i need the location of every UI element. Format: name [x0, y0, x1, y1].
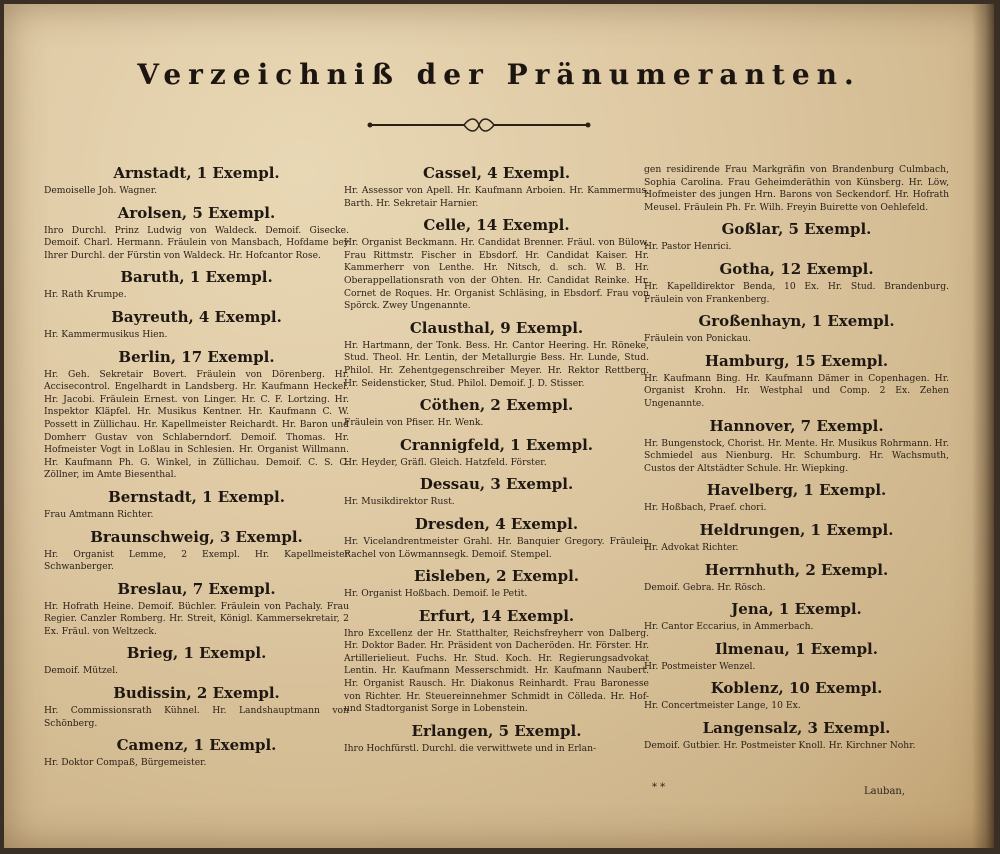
- subscriber-entry: [644, 481, 949, 515]
- subscriber-entry: [344, 607, 649, 716]
- subscriber-names: Hr. Commissionsrath Kühnel. Hr. Landshauptmann von Schönberg.: [44, 705, 349, 729]
- subscriber-names: Hr. Organist Beckmann. Hr. Candidat Brenner. Fräul. von Bülow. Frau Rittmstr. Fischer in Ebsdorf. Hr. Candidat Kaiser. Hr. Kammerherr von Lenthe. Hr. Nitsch, d. sch. W. B. Hr. Oberappellationsrath von der Ohten. Hr. Candidat Reinke. Hr. Cornet de Roques. Hr. Organist Schläsing, in Ebsdorf. Frau von Spörck. Zwey Ungenannte.: [344, 237, 649, 312]
- subscriber-entry: [344, 436, 649, 470]
- place-heading: Cöthen, 2 Exempl.: [419, 396, 574, 415]
- subscriber-names: Hr. Hoßbach, Praef. chori.: [644, 502, 767, 514]
- subscriber-entry: [644, 561, 949, 595]
- subscriber-column-3: [644, 164, 949, 758]
- subscriber-names: Hr. Postmeister Wenzel.: [644, 660, 756, 672]
- subscriber-names: Hr. Vicelandrentmeister Grahl. Hr. Banquier Gregory. Fräulein Rachel von Löwmannsegk. Demoif. Stempel.: [344, 535, 649, 560]
- place-heading: Erfurt, 14 Exempl.: [418, 606, 575, 625]
- place-heading: Breslau, 7 Exempl.: [117, 579, 276, 598]
- subscriber-entry: [344, 396, 649, 430]
- subscriber-entry: [344, 515, 649, 561]
- signature-mark: * *: [652, 782, 666, 793]
- subscriber-names: Demoif. Gebra. Hr. Rösch.: [644, 581, 766, 593]
- place-heading: Erlangen, 5 Exempl.: [411, 721, 582, 740]
- subscriber-names: Hr. Cantor Eccarius, in Ammerbach.: [644, 621, 814, 633]
- subscriber-names: Ihro Excellenz der Hr. Statthalter, Reichsfreyherr von Dalberg. Hr. Doktor Bader. Hr. Präsident von Dacheröden. Hr. Förster. Hr. Artillerielieut. Fuchs. Hr. Stud. Koch. Hr. Regierungsadvokat Lentin. Hr. Kaufmann Messerschmidt. Hr. Kaufmann Naubert. Hr. Organist Rausch. Hr. Diakonus Reinhardt. Frau Baronesse von Richter. Hr. Steuereinnehmer Schmidt in Cölleda. Hr. Hof- und Stadtorganist Sorge in Lobenstein.: [344, 627, 649, 715]
- subscriber-names: Hr. Advokat Richter.: [644, 541, 739, 553]
- subscriber-names: Hr. Organist Hoßbach. Demoif. le Petit.: [344, 588, 528, 600]
- page-title: Verzeichniß der Pränumeranten.: [137, 58, 861, 91]
- subscriber-entry: [44, 164, 349, 198]
- subscriber-names: Hr. Pastor Henrici.: [644, 241, 732, 253]
- subscriber-entry: [344, 164, 649, 210]
- subscriber-entry: [644, 719, 949, 753]
- place-heading: Budissin, 2 Exempl.: [113, 684, 280, 703]
- book-spine-shadow: [972, 4, 994, 848]
- subscriber-column-2: [344, 164, 649, 761]
- subscriber-names: Fräulein von Ponickau.: [644, 333, 752, 345]
- place-heading: Bayreuth, 4 Exempl.: [111, 307, 282, 326]
- title-ornament: [364, 116, 594, 134]
- subscriber-names: Hr. Assessor von Apell. Hr. Kaufmann Arboien. Hr. Kammermus. Barth. Hr. Sekretair Harnier.: [344, 185, 649, 209]
- subscriber-names: gen residirende Frau Markgräfin von Brandenburg Culmbach, Sophia Carolina. Frau Geheimderäthin von Künsberg. Hr. Löw, Hofmeister des jungen Hrn. Barons von Seckendorf. Hr. Hofrath Meusel. Fräulein Ph. Fr. Wilh. Freyin Buirette von Oehlefeld.: [644, 164, 949, 213]
- place-heading: Gotha, 12 Exempl.: [719, 259, 874, 278]
- subscriber-names: Hr. Doktor Compaß, Bürgemeister.: [44, 757, 207, 769]
- place-heading: Clausthal, 9 Exempl.: [409, 318, 584, 337]
- subscriber-entry: [44, 684, 349, 730]
- subscriber-entry: [44, 736, 349, 770]
- place-heading: Baruth, 1 Exempl.: [120, 268, 273, 287]
- place-heading: Hannover, 7 Exempl.: [709, 416, 884, 435]
- subscriber-entry: [344, 567, 649, 601]
- subscriber-names: Demoif. Mützel.: [44, 665, 119, 677]
- place-heading: Celle, 14 Exempl.: [423, 216, 570, 235]
- place-heading: Koblenz, 10 Exempl.: [710, 679, 883, 698]
- subscriber-entry: [644, 417, 949, 476]
- place-heading: Arnstadt, 1 Exempl.: [113, 164, 280, 182]
- subscriber-names: Hr. Kaufmann Bing. Hr. Kaufmann Dämer in Copenhagen. Hr. Organist Krohn. Hr. Westphal und Comp. 2 Ex. Zehen Ungenannte.: [644, 372, 949, 409]
- place-heading: Jena, 1 Exempl.: [731, 600, 862, 619]
- subscriber-names: Hr. Organist Lemme, 2 Exempl. Hr. Kapellmeister Schwanberger.: [44, 548, 349, 573]
- subscriber-names: Hr. Hartmann, der Tonk. Bess. Hr. Cantor Heering. Hr. Röneke, Stud. Theol. Hr. Lentin, der Metallurgie Bess. Hr. Lunde, Stud. Philol. Hr. Zehentgegenschreiber Meyer. Hr. Rektor Rettberg. Hr. Seidensticker, Stud. Philol. Demoif. J. D. Stisser.: [344, 339, 649, 389]
- document-page: [4, 4, 994, 848]
- place-heading: Cassel, 4 Exempl.: [422, 164, 571, 182]
- place-heading: Eisleben, 2 Exempl.: [413, 567, 580, 586]
- subscriber-entry: [44, 580, 349, 639]
- subscriber-entry: [344, 475, 649, 509]
- place-heading: Dessau, 3 Exempl.: [419, 475, 574, 494]
- subscriber-entry: [644, 220, 949, 254]
- subscriber-entry: [644, 679, 949, 713]
- place-heading: Heldrungen, 1 Exempl.: [699, 520, 894, 539]
- place-heading: Herrnhuth, 2 Exempl.: [704, 560, 889, 579]
- subscriber-entry: [344, 216, 649, 313]
- place-heading: Langensalz, 3 Exempl.: [702, 718, 891, 737]
- subscriber-names: Ihro Hochfürstl. Durchl. die verwittwete und in Erlan-: [344, 742, 597, 754]
- place-heading: Berlin, 17 Exempl.: [118, 347, 275, 366]
- subscriber-entry: [44, 644, 349, 678]
- subscriber-names: Demoif. Gutbier. Hr. Postmeister Knoll. Hr. Kirchner Nohr.: [644, 739, 916, 751]
- subscriber-names: Hr. Musikdirektor Rust.: [344, 496, 455, 508]
- subscriber-entry: [44, 268, 349, 302]
- place-heading: Dresden, 4 Exempl.: [414, 514, 579, 533]
- place-heading: Arolsen, 5 Exempl.: [117, 203, 276, 222]
- subscriber-entry: [344, 319, 649, 390]
- subscriber-names: Hr. Heyder, Gräfl. Gleich. Hatzfeld. Förster.: [344, 456, 547, 468]
- subscriber-entry: [44, 204, 349, 263]
- subscriber-entry: [44, 528, 349, 574]
- subscriber-names: Frau Amtmann Richter.: [44, 508, 154, 520]
- subscriber-names: Hr. Rath Krumpe.: [44, 289, 127, 301]
- subscriber-entry: [644, 164, 949, 214]
- subscriber-column-1: [44, 164, 349, 776]
- subscriber-entry: [44, 348, 349, 482]
- subscriber-entry: [644, 312, 949, 346]
- subscriber-entry: [644, 521, 949, 555]
- subscriber-names: Demoiselle Joh. Wagner.: [44, 185, 158, 196]
- subscriber-names: Hr. Kapelldirektor Benda, 10 Ex. Hr. Stud. Brandenburg. Fräulein von Frankenberg.: [644, 280, 949, 305]
- subscriber-entry: [344, 722, 649, 756]
- subscriber-entry: [644, 640, 949, 674]
- subscriber-names: Hr. Bungenstock, Chorist. Hr. Mente. Hr. Musikus Rohrmann. Hr. Schmiedel aus Nienburg. Hr. Schumburg. Hr. Wachsmuth, Custos der Altstädter Schule. Hr. Wiepking.: [644, 437, 949, 474]
- subscriber-names: Hr. Kammermusikus Hien.: [44, 328, 168, 340]
- subscriber-entry: [44, 308, 349, 342]
- place-heading: Bernstadt, 1 Exempl.: [108, 487, 285, 506]
- subscriber-names: Hr. Hofrath Heine. Demoif. Büchler. Fräulein von Pachaly. Frau Regier. Canzler Romberg. Hr. Streit, Königl. Kammersekretair, 2 Ex. Fräul. von Weltzeck.: [44, 600, 349, 637]
- place-heading: Brieg, 1 Exempl.: [126, 644, 267, 663]
- subscriber-entry: [644, 260, 949, 306]
- subscriber-names: Fräulein von Pfiser. Hr. Wenk.: [344, 417, 484, 429]
- subscriber-names: Hr. Concertmeister Lange, 10 Ex.: [644, 700, 801, 712]
- place-heading: Hamburg, 15 Exempl.: [704, 351, 889, 370]
- subscriber-entry: [44, 488, 349, 522]
- place-heading: Crannigfeld, 1 Exempl.: [399, 435, 594, 454]
- catchword: Lauban,: [864, 786, 906, 797]
- place-heading: Goßlar, 5 Exempl.: [721, 220, 872, 239]
- subscriber-names: Hr. Geh. Sekretair Bovert. Fräulein von Dörenberg. Hr. Accisecontrol. Engelhardt in Landsberg. Hr. Kaufmann Heckel. Hr. Jacobi. Fräulein Ernest. von Linger. Hr. C. F. Lortzing. Hr. Inspektor Kläpfel. Hr. Musikus Kentner. Hr. Kaufmann C. W. Possett in Züllichau. Hr. Kapellmeister Reichardt. Hr. Baron und Domherr Gustav von Schlaberndorf. Demoif. Thomas. Hr. Hofmeister Vogt in Loßlau in Schlesien. Hr. Organist Willmann. Hr. Kaufmann Ph. G. Winkel, in Züllichau. Demoif. C. S. C. Zöllner, im Amte Biesenthal.: [44, 368, 349, 481]
- subscriber-entry: [644, 600, 949, 634]
- place-heading: Camenz, 1 Exempl.: [116, 736, 277, 755]
- subscriber-names: Ihro Durchl. Prinz Ludwig von Waldeck. Demoif. Gisecke. Demoif. Charl. Hermann. Fräulein von Mansbach, Hofdame bey Ihrer Durchl. der Fürstin von Waldeck. Hr. Hofcantor Rose.: [44, 224, 349, 261]
- place-heading: Havelberg, 1 Exempl.: [706, 481, 887, 500]
- place-heading: Braunschweig, 3 Exempl.: [90, 527, 303, 546]
- place-heading: Großenhayn, 1 Exempl.: [698, 312, 895, 331]
- place-heading: Ilmenau, 1 Exempl.: [715, 639, 878, 658]
- subscriber-entry: [644, 352, 949, 411]
